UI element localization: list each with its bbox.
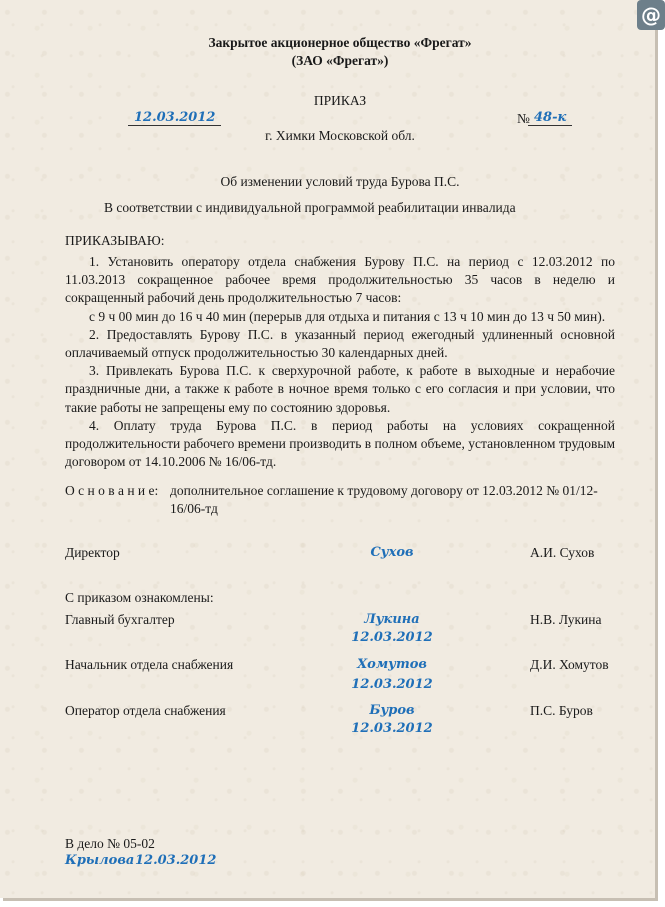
person-position: Оператор отдела снабжения: [65, 703, 226, 718]
grounds-text-line2: 16/06-тд: [170, 501, 218, 516]
person-position: Главный бухгалтер: [65, 612, 175, 627]
filing-date: 12.03.2012: [135, 853, 217, 868]
basis-intro: В соответствии с индивидуальной программой реабилитации инвалида: [104, 200, 516, 215]
order-date-value: 12.03.2012: [128, 110, 221, 126]
order-place: г. Химки Московской обл.: [265, 128, 415, 143]
person-signature: Буров: [369, 703, 415, 718]
order-number-value: 48-к: [528, 110, 572, 126]
person-name: Н.В. Лукина: [530, 612, 602, 627]
person-sign-date: 12.03.2012: [351, 721, 433, 736]
person-sign-date: 12.03.2012: [351, 677, 433, 692]
person-name: Д.И. Хомутов: [530, 657, 609, 672]
order-items: [65, 253, 615, 471]
company-name: Закрытое акционерное общество «Фрегат»: [208, 35, 472, 50]
grounds-text-line1: дополнительное соглашение к трудовому договору от 12.03.2012 № 01/12-: [170, 483, 598, 498]
order-item-2: 2. Предоставлять Бурову П.С. в указанный период ежегодный удлиненный основной оплачиваемый отпуск продолжительностью 30 календарных дней.: [65, 326, 615, 361]
document-title: ПРИКАЗ: [313, 93, 367, 108]
person-sign-date: 12.03.2012: [351, 630, 433, 645]
director-name: А.И. Сухов: [530, 545, 595, 560]
at-sign-badge-icon[interactable]: @: [637, 0, 665, 30]
filing-signature: Крылова: [65, 853, 135, 868]
person-name: П.С. Буров: [530, 703, 593, 718]
grounds-label: О с н о в а н и е:: [65, 483, 159, 498]
director-title: Директор: [65, 545, 120, 560]
company-short-name: (ЗАО «Фрегат»): [291, 53, 389, 68]
order-number-label: №: [517, 111, 530, 126]
order-word: ПРИКАЗЫВАЮ:: [65, 233, 165, 248]
director-signature: Сухов: [370, 545, 414, 560]
person-position: Начальник отдела снабжения: [65, 657, 234, 672]
order-date: [128, 109, 221, 127]
person-signature: Лукина: [364, 612, 420, 627]
acknowledged-heading: С приказом ознакомлены:: [65, 590, 214, 605]
order-item-1-schedule: с 9 ч 00 мин до 16 ч 40 мин (перерыв для отдыха и питания с 13 ч 10 мин до 13 ч 50 мин).: [89, 308, 606, 324]
order-item-1: 1. Установить оператору отдела снабжения Бурову П.С. на период с 12.03.2012 по 11.03.2013 сокращенное рабочее время продолжительностью 35 часов в неделю и сокращенный рабочий день продолжительностью 7 часов:: [65, 254, 615, 306]
order-number: [528, 109, 572, 127]
filing-note: В дело № 05-02: [65, 836, 155, 851]
order-item-3: 3. Привлекать Бурова П.С. к сверхурочной работе, к работе в выходные и нерабочие праздничные дни, а также к работе в ночное время только с его согласия и при условии, что такие работы не запрещены ему по состоянию здоровья.: [65, 363, 615, 415]
order-subject: Об изменении условий труда Бурова П.С.: [220, 174, 460, 189]
order-item-4: 4. Оплату труда Бурова П.С. в период работы на условиях сокращенной продолжительности рабочего времени производить в полном объеме, установленном трудовым договором от 14.10.2006 № 16/06-тд.: [65, 417, 615, 470]
person-signature: Хомутов: [357, 657, 427, 672]
